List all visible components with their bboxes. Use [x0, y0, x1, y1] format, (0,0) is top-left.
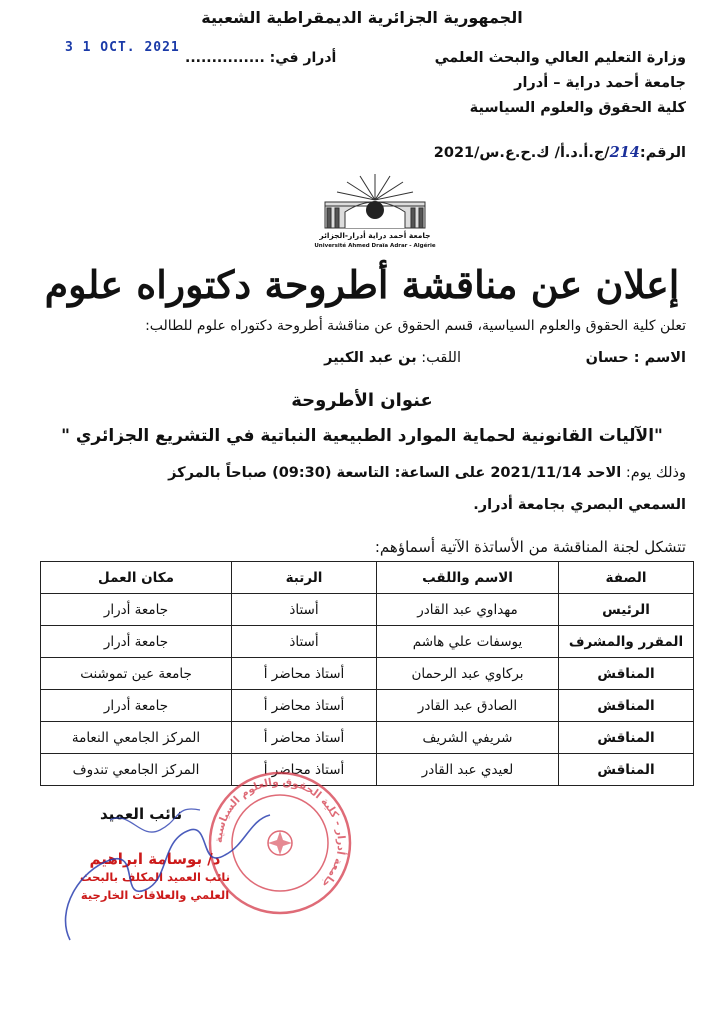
- announcement-title: إعلان عن مناقشة أطروحة دكتوراه علوم: [44, 262, 680, 307]
- faculty-name: كلية الحقوق والعلوم السياسية: [469, 100, 686, 116]
- logo-name-fr: Université Ahmed Draïa Adrar - Algérie: [314, 243, 436, 249]
- vice-dean-title: نائب العميد: [100, 805, 183, 823]
- reference-number: 214: [609, 144, 640, 161]
- cell-name: بركاوي عبد الرحمان: [377, 658, 559, 690]
- schedule-line-2: السمعي البصري بجامعة أدرار.: [473, 497, 686, 513]
- table-row: [41, 594, 694, 626]
- signatory-name: د/ بوسامة ابراهيم: [89, 850, 221, 868]
- cell-role: الرئيس: [559, 594, 694, 626]
- cell-workplace: جامعة أدرار: [41, 690, 232, 722]
- thesis-heading: عنوان الأطروحة: [291, 390, 433, 411]
- header-role: الصفة: [559, 562, 694, 594]
- date-stamp: 3 1 OCT. 2021: [65, 40, 180, 55]
- header-workplace: مكان العمل: [41, 562, 232, 594]
- cell-rank: أستاذ: [232, 626, 377, 658]
- table-row: [41, 754, 694, 786]
- student-surname: [324, 350, 461, 366]
- cell-name: لعيدي عبد القادر: [377, 754, 559, 786]
- university-logo: [305, 170, 445, 250]
- schedule-line-1: [36, 465, 686, 481]
- cell-rank: أستاذ محاضر أ: [232, 722, 377, 754]
- committee-table: [40, 561, 694, 786]
- schedule-mid: على الساعة:: [389, 465, 491, 481]
- schedule-prefix: وذلك يوم:: [621, 465, 686, 481]
- signatory-title-line-2: العلمي والعلاقات الخارجية: [80, 888, 230, 902]
- schedule-day-date: الاحد 2021/11/14: [490, 465, 622, 481]
- announcement-intro: تعلن كلية الحقوق والعلوم السياسية، قسم الحقوق عن مناقشة أطروحة دكتوراه علوم للطالب:: [145, 318, 686, 334]
- cell-name: الصادق عبد القادر: [377, 690, 559, 722]
- table-header-row: [41, 562, 694, 594]
- header-name: الاسم واللقب: [377, 562, 559, 594]
- ministry-name: وزارة التعليم العالي والبحث العلمي: [434, 50, 686, 66]
- surname-value: بن عبد الكبير: [324, 350, 417, 366]
- header-rank: الرتبة: [232, 562, 377, 594]
- institution-block: [386, 46, 686, 121]
- handwritten-signature: [50, 800, 280, 950]
- thesis-title: "الآليات القانونية لحماية الموارد الطبيعية النباتية في التشريع الجزائري ": [61, 426, 663, 446]
- cell-name: يوسفات علي هاشم: [377, 626, 559, 658]
- cell-workplace: جامعة أدرار: [41, 594, 232, 626]
- surname-label: اللقب:: [421, 350, 461, 366]
- place-date-field: أدرار في: ...............: [185, 50, 337, 66]
- reference-label: الرقم:: [639, 145, 686, 161]
- cell-role: المناقش: [559, 754, 694, 786]
- table-row: [41, 690, 694, 722]
- cell-rank: أستاذ: [232, 594, 377, 626]
- cell-workplace: جامعة عين تموشنت: [41, 658, 232, 690]
- student-name: الاسم : حسان: [585, 350, 686, 366]
- reference-line: [434, 144, 686, 161]
- table-row: [41, 658, 694, 690]
- signatory-title-line-1: نائب العميد المكلف بالبحث: [79, 870, 231, 884]
- student-info: [26, 350, 686, 370]
- committee-intro: تتشكل لجنة المناقشة من الأساتذة الآتية أسماؤهم:: [374, 538, 686, 556]
- cell-workplace: جامعة أدرار: [41, 626, 232, 658]
- cell-role: المناقش: [559, 658, 694, 690]
- cell-workplace: المركز الجامعي تندوف: [41, 754, 232, 786]
- cell-role: المناقش: [559, 690, 694, 722]
- cell-role: المناقش: [559, 722, 694, 754]
- cell-workplace: المركز الجامعي النعامة: [41, 722, 232, 754]
- table-row: [41, 722, 694, 754]
- logo-name-ar: جامعة أحمد دراية أدرار-الجزائر: [319, 231, 431, 240]
- cell-name: مهداوي عبد القادر: [377, 594, 559, 626]
- cell-rank: أستاذ محاضر أ: [232, 754, 377, 786]
- university-name: جامعة أحمد دراية – أدرار: [514, 75, 686, 91]
- republic-name: الجمهورية الجزائرية الديمقراطية الشعبية: [201, 8, 523, 27]
- cell-role: المقرر والمشرف: [559, 626, 694, 658]
- seal-text: جامعة أدرار - كلية الحقوق والعلوم السياسية: [212, 775, 348, 890]
- schedule-suffix: صباحاً بالمركز: [168, 465, 273, 481]
- reference-code: /ج.أ.د.أ/ ك.ح.ع.س/2021: [433, 145, 610, 161]
- cell-name: شريفي الشريف: [377, 722, 559, 754]
- schedule-time: التاسعة (09:30): [272, 465, 390, 481]
- cell-rank: أستاذ محاضر أ: [232, 658, 377, 690]
- table-row: [41, 626, 694, 658]
- cell-rank: أستاذ محاضر أ: [232, 690, 377, 722]
